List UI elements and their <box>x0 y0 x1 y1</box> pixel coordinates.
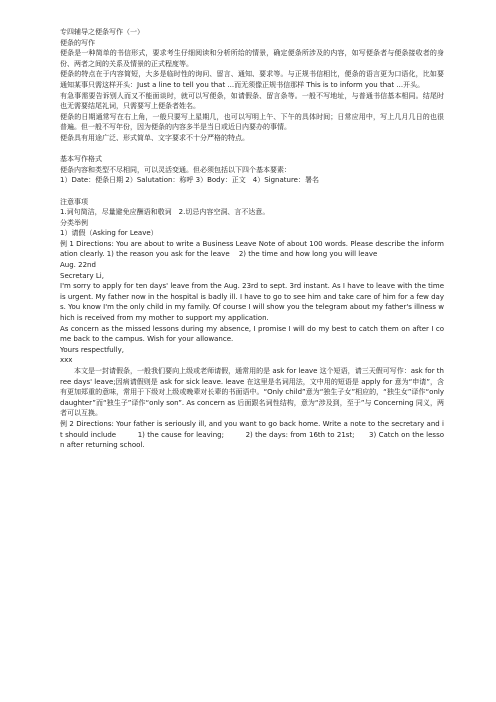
paragraph: 有急事需要告诉别人而又不能面谈时，就可以写便条，如请假条、留言条等。一般不写地址，与普通书信基本相同。结尾时也无需要结尾礼词，只需要写上便条者姓名。 <box>60 91 444 111</box>
document-body <box>60 27 444 451</box>
note-salutation: Secretary Li, <box>60 271 104 280</box>
document-title: 专四辅导之便条写作（一） <box>60 28 144 36</box>
spacer <box>60 144 444 155</box>
notes-line: 1.词句简洁，尽量避免应酬语和敬词 2.切忌内容空洞、言不达意。 <box>60 208 270 217</box>
notes-heading: 注意事项 <box>60 197 88 206</box>
note-body: As concern as the missed lessons during my absence, I promise I will do my best to catch them on after I come back to the campus. Wish for your allowance. <box>60 324 444 344</box>
note-closing: Yours respectfully, <box>60 345 124 354</box>
category-heading: 分类举例 <box>60 218 88 227</box>
paragraph: 便条内容和类型不尽相同，可以灵活变通。但必须包括以下四个基本要素： <box>60 165 291 174</box>
section-heading: 便条的写作 <box>60 38 95 47</box>
example-2: 例 2 Directions: Your father is seriously ill, and you want to go back home. Write a note to the secretary and it should include 1) the cause for leaving; 2) the days: from 16th to 21st; 3) Catch on the lesson after returning school. <box>60 419 444 450</box>
note-body: I'm sorry to apply for ten days' leave from the Aug. 23rd to sept. 3rd instant. As I have to leave with the time is urgent. My father now in the hospital is badly ill. I have to go to see him and take care of him for a few days. You know I'm the only child in my family. Of course I will show you the telegram about my father's illness which is received from my mother to support my application. <box>60 282 444 323</box>
example-1: 例 1 Directions: You are about to write a Business Leave Note of about 100 words. Please describe the information clearly. 1) the reason you ask for the leave 2) the time and how long you will leave <box>60 239 444 259</box>
paragraph: 便条是一种简单的书信形式，要求考生仔细阅读和分析所给的情景，确定便条所涉及的内容，如写便条者与便条接收者的身份、两者之间的关系及情景的正式程度等。 <box>60 49 444 68</box>
note-signature: xxx <box>60 356 73 365</box>
format-items: 1）Date：便条日期 2）Salutation：称呼 3）Body：正文 4）Signature：署名 <box>60 176 319 185</box>
format-heading: 基本写作格式 <box>60 155 102 164</box>
note-date: Aug. 22nd <box>60 261 96 270</box>
paragraph: 便条具有用途广泛、形式简单、文字要求不十分严格的特点。 <box>60 133 249 142</box>
category-item: 1）请假（Asking for Leave） <box>60 229 158 238</box>
paragraph: 便条的特点在于内容简短，大多是临时性的询问、留言、通知、要求等。与正规书信相比，便条的语言更为口语化，比如要通知某事只需这样开头：Just a line to tell you that ...而无须像正规书信那样 This is to inform you that ...开头。 <box>60 70 444 89</box>
paragraph: 便条的日期通常写在右上角，一般只要写上星期几，也可以写明上午、下午的具体时间；日常应用中，写上几月几日的也很普遍。但一般不写年份，因为便条的内容多半是当日或近日内要办的事情。 <box>60 112 444 132</box>
spacer <box>60 186 444 197</box>
analysis-paragraph: 本文是一封请假条，一般我们要向上级或老师请假，通常用的是 ask for leave 这个短语，请三天假可写作：ask for three days' leave;因病请假则是 ask for sick leave. leave 在这里是名词用法，文中用的短语是 apply for 意为“申请”，含有更加郑重的意味，常用于下级对上级或晚辈对长辈的书面语中。“Only child”意为“独生子女”相应的，“独生女”译作“only daughter”而“独生子”译作“only son”. As concern as 后面跟名词性结构，意为“涉及到，至于”与 Concerning 同义，两者可以互换。 <box>60 367 444 418</box>
